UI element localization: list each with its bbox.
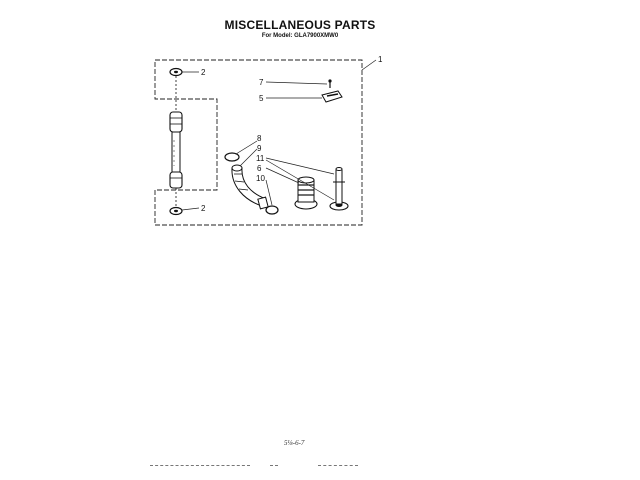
leader-2-bottom [182, 208, 199, 210]
footer-rule-left [150, 465, 250, 466]
leader-6 [266, 168, 299, 183]
callout-9: 9 [257, 144, 262, 153]
model-subtitle: For Model: GLA7900XMW0 [261, 33, 339, 39]
clamp-bottom-part [266, 206, 278, 214]
callout-8: 8 [257, 134, 262, 143]
page-title: MISCELLANEOUS PARTS [224, 18, 376, 32]
callout-2-bottom: 2 [201, 204, 206, 213]
leader-7 [266, 82, 327, 84]
foot-part [295, 177, 317, 209]
footer-rule-mid [270, 465, 278, 466]
washer-top-part [170, 69, 182, 76]
callout-6: 6 [257, 164, 262, 173]
leader-1 [362, 60, 376, 70]
callout-10: 10 [256, 174, 265, 183]
callout-2-top: 2 [201, 68, 206, 77]
leader-9 [240, 149, 257, 166]
callout-11: 11 [256, 154, 265, 163]
callout-7: 7 [259, 78, 264, 87]
clamp-top-part [225, 153, 239, 161]
washer-bottom-part [170, 208, 182, 215]
callout-5: 5 [259, 94, 264, 103]
pin-part [328, 79, 331, 88]
footer-rule-right [318, 465, 358, 466]
bracket-part [322, 91, 342, 102]
connector-part [232, 165, 268, 209]
callout-1: 1 [378, 55, 383, 64]
footer-code: 5⅛-6-7 [284, 439, 305, 447]
hose-part [170, 76, 182, 206]
